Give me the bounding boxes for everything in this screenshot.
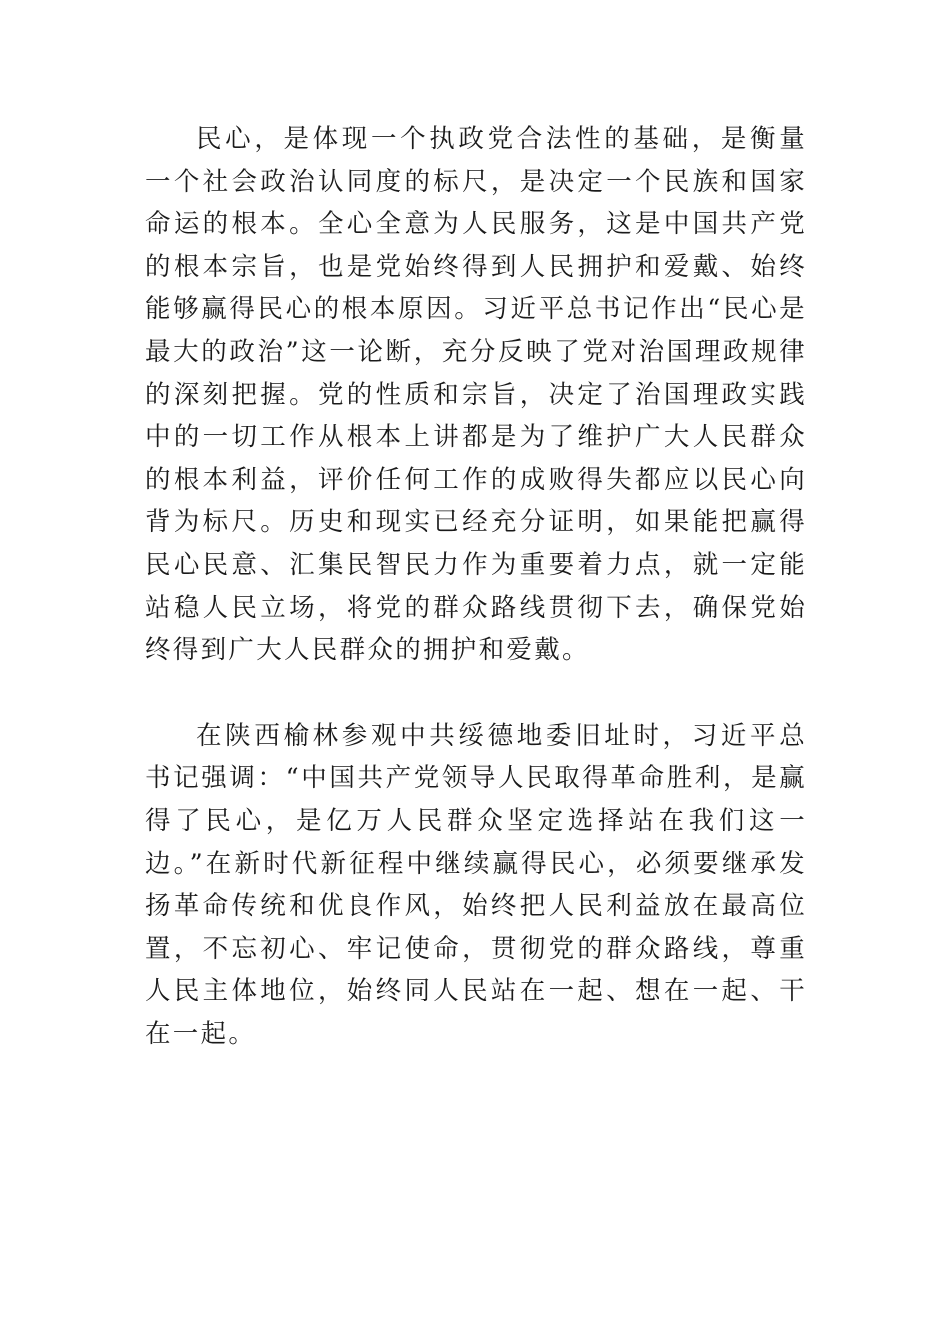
paragraph-1: 民心，是体现一个执政党合法性的基础，是衡量一个社会政治认同度的标尺，是决定一个民族和国家命运的根本。全心全意为人民服务，这是中国共产党的根本宗旨，也是党始终得到人民拥护和爱戴、始终能够赢得民心的根本原因。习近平总书记作出“民心是最大的政治”这一论断，充分反映了党对治国理政规律的深刻把握。党的性质和宗旨，决定了治国理政实践中的一切工作从根本上讲都是为了维护广大人民群众的根本利益，评价任何工作的成败得失都应以民心向背为标尺。历史和现实已经充分证明，如果能把赢得民心民意、汇集民智民力作为重要着力点，就一定能站稳人民立场，将党的群众路线贯彻下去，确保党始终得到广大人民群众的拥护和爱戴。 <box>145 124 807 666</box>
document-body <box>145 118 807 1055</box>
paragraph-2: 在陕西榆林参观中共绥德地委旧址时，习近平总书记强调：“中国共产党领导人民取得革命胜利，是赢得了民心，是亿万人民群众坚定选择站在我们这一边。”在新时代新征程中继续赢得民心，必须要继承发扬革命传统和优良作风，始终把人民利益放在最高位置，不忘初心、牢记使命，贯彻党的群众路线，尊重人民主体地位，始终同人民站在一起、想在一起、干在一起。 <box>145 720 807 1049</box>
